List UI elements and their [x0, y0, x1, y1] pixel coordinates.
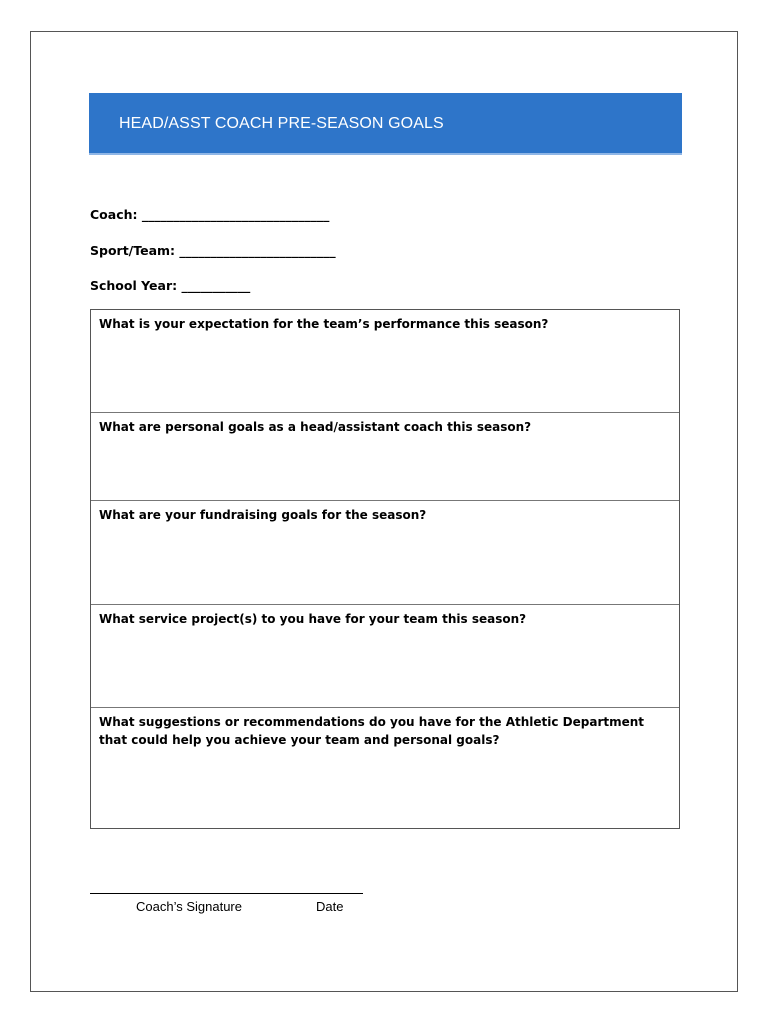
sport-team-field [90, 243, 336, 258]
question-cell-fundraising[interactable] [91, 501, 679, 605]
question-text: What are your fundraising goals for the season? [99, 508, 427, 522]
signature-line[interactable] [90, 893, 363, 894]
school-year-blank[interactable]: ___________ [181, 278, 251, 293]
question-cell-suggestions[interactable] [91, 708, 679, 828]
question-text: What is your expectation for the team’s performance this season? [99, 317, 549, 331]
coach-blank[interactable]: ______________________________ [141, 207, 330, 222]
title-banner [89, 93, 682, 155]
sport-team-blank[interactable]: _________________________ [179, 243, 336, 258]
coach-signature-label: Coach’s Signature [136, 899, 242, 914]
school-year-label: School Year: [90, 278, 178, 293]
coach-field [90, 207, 329, 222]
page-title: HEAD/ASST COACH PRE-SEASON GOALS [119, 115, 444, 132]
question-cell-expectation[interactable] [91, 310, 679, 413]
coach-label: Coach: [90, 207, 138, 222]
question-text: What service project(s) to you have for your team this season? [99, 612, 527, 626]
sport-team-label: Sport/Team: [90, 243, 176, 258]
date-label: Date [316, 899, 344, 914]
question-cell-personal-goals[interactable] [91, 413, 679, 501]
question-cell-service-project[interactable] [91, 605, 679, 708]
school-year-field [90, 278, 250, 293]
question-text: What are personal goals as a head/assistant coach this season? [99, 420, 532, 434]
question-text: What suggestions or recommendations do you have for the Athletic Department that could help you achieve your team and personal goals? [99, 715, 645, 747]
questions-table [90, 309, 680, 829]
